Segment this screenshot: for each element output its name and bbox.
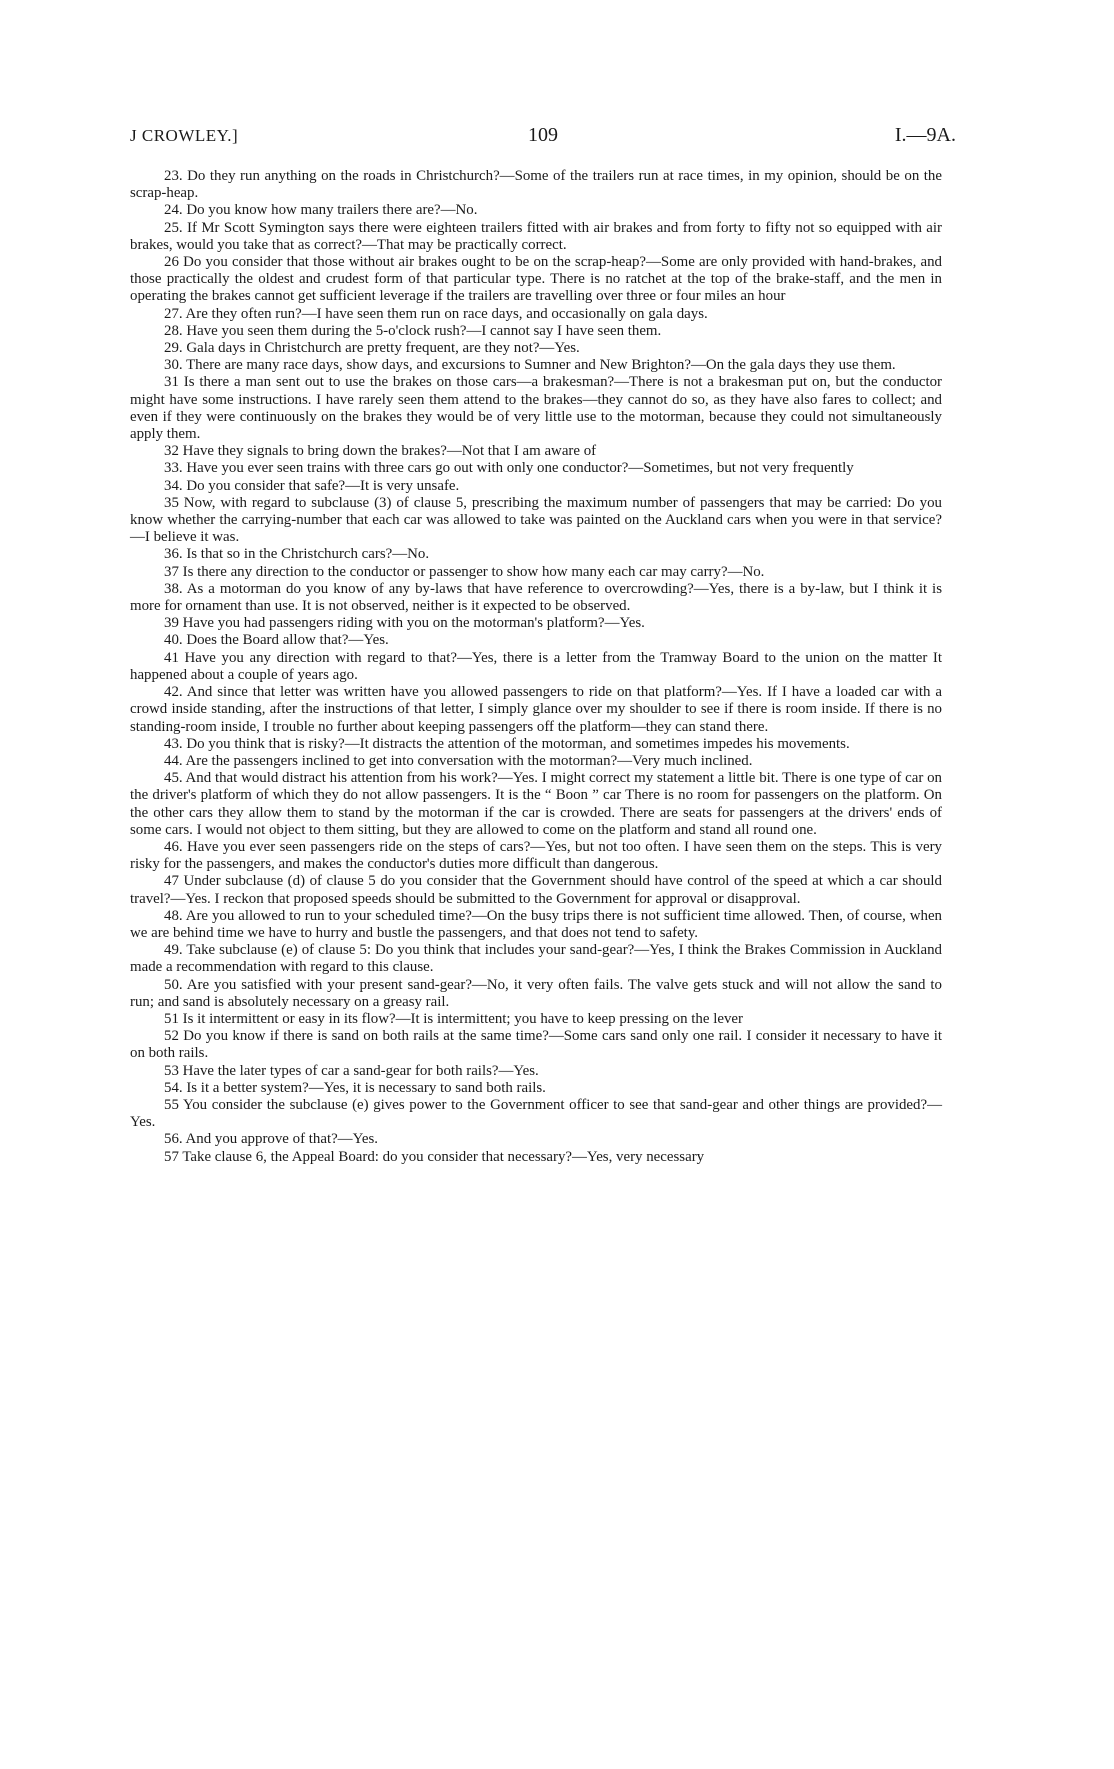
question-answer: 32 Have they signals to bring down the brakes?—Not that I am aware of (164, 443, 597, 460)
question-answer: 44. Are the passengers inclined to get into conversation with the motorman?—Very much inclined. (164, 752, 753, 769)
document-reference: I.—9A. (894, 124, 956, 146)
question-answer: 47 Under subclause (d) of clause 5 do you consider that the Government should have control of the speed at which a car should travel?—Yes. I reckon that proposed speeds should be submitted to the Government for approval or disapproval. (130, 873, 942, 907)
question-answer: 51 Is it intermittent or easy in its flow?—It is intermittent; you have to keep pressing on the lever (164, 1010, 743, 1027)
question-answer: 57 Take clause 6, the Appeal Board: do you consider that necessary?—Yes, very necessary (164, 1148, 705, 1165)
testimony-body (130, 168, 942, 1166)
question-answer: 40. Does the Board allow that?—Yes. (164, 632, 389, 649)
question-answer: 37 Is there any direction to the conductor or passenger to show how many each car may carry?—No. (164, 563, 765, 580)
question-answer: 46. Have you ever seen passengers ride on the steps of cars?—Yes, but not too often. I have seen them on the steps. This is very risky for the passengers, and makes the conductor's duties more difficult than dangerous. (130, 838, 942, 873)
question-answer: 39 Have you had passengers riding with you on the motorman's platform?—Yes. (164, 615, 645, 632)
question-answer: 48. Are you allowed to run to your scheduled time?—On the busy trips there is not sufficient time allowed. Then, of course, when we are behind time we have to hurry and bustle the passengers, and that does not tend to safety. (130, 907, 942, 941)
question-answer: 24. Do you know how many trailers there are?—No. (164, 202, 478, 219)
question-answer: 26 Do you consider that those without air brakes ought to be on the scrap-heap?—Some are only provided with hand-brakes, and those practically the oldest and crudest form of that particular type. There is no ratchet at the top of the brake-staff, and the men in operating the brakes cannot get sufficient leverage if the trailers are travelling over three or four miles an hour (130, 254, 942, 305)
question-answer: 55 You consider the subclause (e) gives power to the Government officer to see that sand-gear and other things are provided?—Yes. (130, 1096, 942, 1131)
question-answer: 49. Take subclause (e) of clause 5: Do you think that includes your sand-gear?—Yes, I think the Brakes Commission in Auckland made a recommendation with regard to this clause. (130, 942, 942, 976)
question-answer: 23. Do they run anything on the roads in Christchurch?—Some of the trailers run at race times, in my opinion, should be on the scrap-heap. (130, 168, 942, 202)
question-answer: 42. And since that letter was written have you allowed passengers to ride on that platform?—Yes. If I have a loaded car with a crowd inside standing, after the instructions of that letter, I simply glance over my shoulder to see if there is room inside. If there is no standing-room inside, I trouble no further about keeping passengers off the platform—they can stand there. (130, 684, 942, 735)
question-answer: 38. As a motorman do you know of any by-laws that have reference to overcrowding?—Yes, there is a by-law, but I think it is more for ornament than use. It is not observed, neither is it expected to be observed. (130, 580, 942, 615)
page-number: 109 (528, 124, 558, 146)
question-answer: 36. Is that so in the Christchurch cars?—No. (164, 546, 430, 563)
question-answer: 33. Have you ever seen trains with three cars go out with only one conductor?—Sometimes, but not very frequently (164, 460, 854, 477)
question-answer: 29. Gala days in Christchurch are pretty frequent, are they not?—Yes. (164, 340, 580, 357)
question-answer: 28. Have you seen them during the 5-o'clock rush?—I cannot say I have seen them. (164, 322, 662, 339)
page-header (130, 124, 956, 152)
question-answer: 25. If Mr Scott Symington says there were eighteen trailers fitted with air brakes and from forty to fifty not so equipped with air brakes, would you take that as correct?—That may be practically correct. (130, 219, 942, 253)
question-answer: 50. Are you satisfied with your present sand-gear?—No, it very often fails. The valve gets stuck and will not allow the sand to run; and sand is absolutely necessary on a greasy rail. (130, 976, 942, 1010)
question-answer: 52 Do you know if there is sand on both rails at the same time?—Some cars sand only one rail. I consider it necessary to have it on both rails. (130, 1028, 942, 1062)
question-answer: 45. And that would distract his attention from his work?—Yes. I might correct my statement a little bit. There is one type of car on the driver's platform of which they do not allow passengers. It is the “ Boon ” car There is no room for passengers on the platform. On the other cars they allow them to stand by the motorman if the car is crowded. There are seats for passengers at the drivers' ends of some cars. I would not object to them sitting, but they are allowed to come on the platform and stand all round one. (130, 770, 942, 838)
question-answer: 31 Is there a man sent out to use the brakes on those cars—a brakesman?—There is not a brakesman put on, but the conductor might have some instructions. I have rarely seen them attend to the brakes—they cannot do so, as they have also fares to collect; and even if they were continuously on the brakes they would be of very little use to the motorman, because they could not simultaneously apply them. (130, 374, 942, 443)
question-answer: 43. Do you think that is risky?—It distracts the attention of the motorman, and sometimes impedes his movements. (164, 735, 850, 752)
question-answer: 41 Have you any direction with regard to that?—Yes, there is a letter from the Tramway Board to the union on the matter It happened about a couple of years ago. (130, 649, 942, 683)
witness-name: J CROWLEY.] (130, 126, 239, 145)
question-answer: 35 Now, with regard to subclause (3) of clause 5, prescribing the maximum number of passengers that may be carried: Do you know whether the carrying-number that each car was allowed to take was painted on the Auckland cars when you were in that service?—I believe it was. (130, 494, 942, 546)
question-answer: 53 Have the later types of car a sand-gear for both rails?—Yes. (164, 1062, 539, 1079)
question-answer: 34. Do you consider that safe?—It is very unsafe. (164, 477, 460, 494)
question-answer: 54. Is it a better system?—Yes, it is necessary to sand both rails. (164, 1079, 546, 1096)
question-answer: 27. Are they often run?—I have seen them run on race days, and occasionally on gala days. (164, 305, 708, 322)
question-answer: 30. There are many race days, show days, and excursions to Sumner and New Brighton?—On the gala days they use them. (164, 357, 896, 374)
question-answer: 56. And you approve of that?—Yes. (164, 1131, 378, 1148)
